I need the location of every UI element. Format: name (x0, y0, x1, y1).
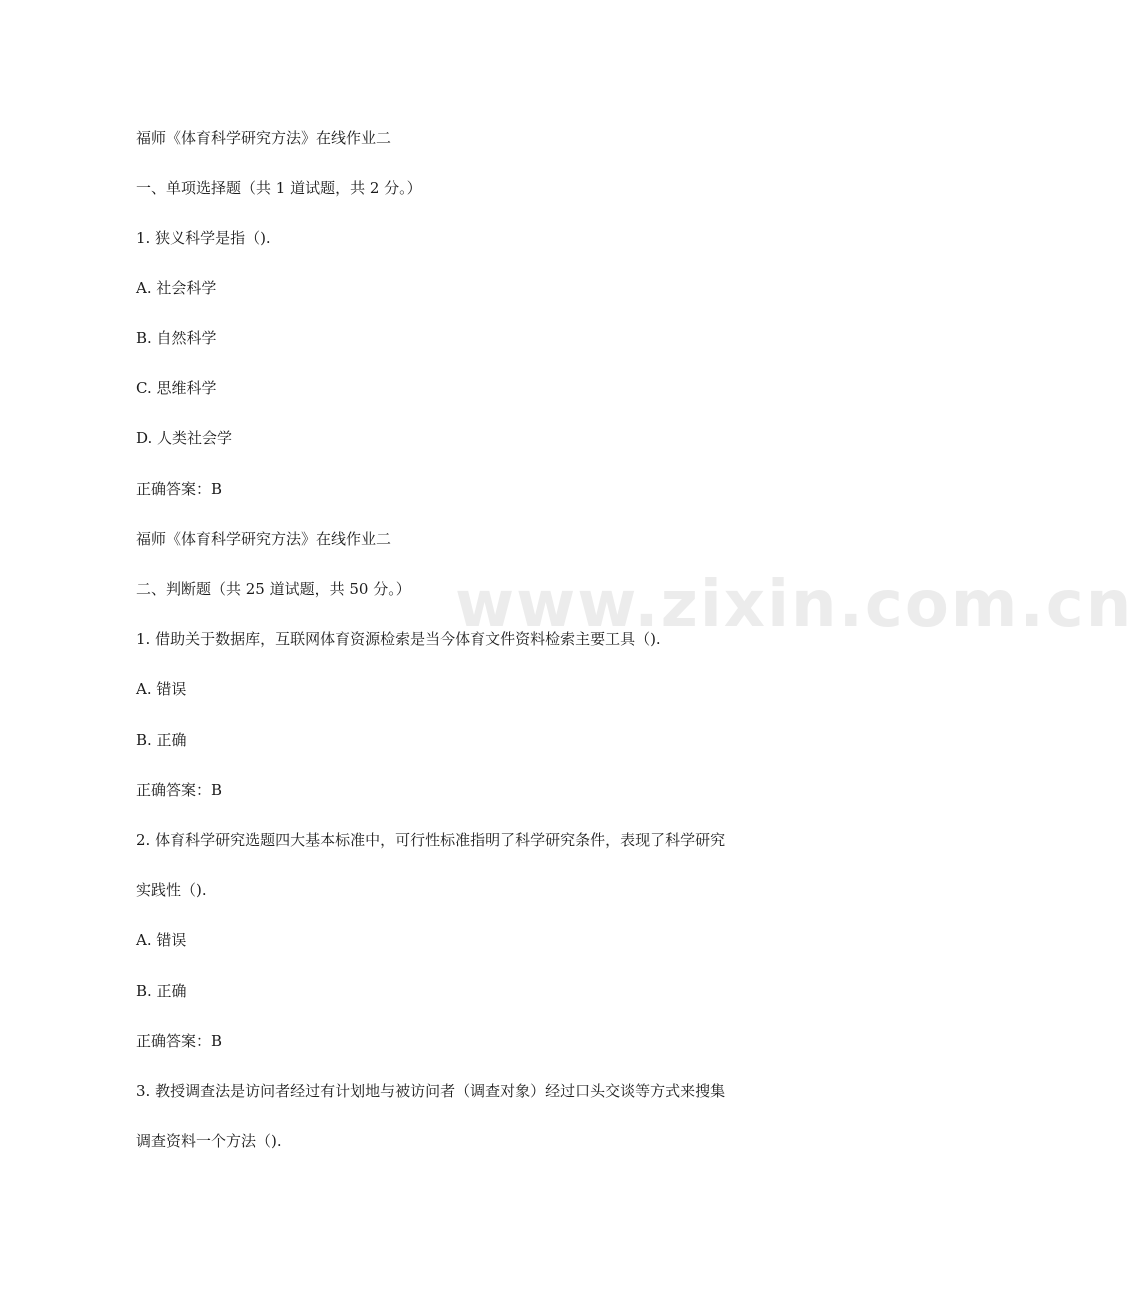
question-text-continued: 实践性（). (136, 881, 207, 899)
correct-answer: 正确答案：B (136, 1032, 223, 1050)
question-text: 1. 狭义科学是指（). (136, 229, 271, 247)
answer-option: B. 正确 (136, 731, 187, 749)
answer-option: A. 错误 (136, 680, 187, 698)
question-text-continued: 调查资料一个方法（). (136, 1132, 282, 1150)
answer-option: A. 社会科学 (136, 279, 217, 297)
answer-option: B. 自然科学 (136, 329, 217, 347)
correct-answer: 正确答案：B (136, 781, 223, 799)
question-text: 3. 教授调查法是访问者经过有计划地与被访问者（调查对象）经过口头交谈等方式来搜集 (136, 1082, 726, 1100)
correct-answer: 正确答案：B (136, 480, 223, 498)
answer-option: A. 错误 (136, 931, 187, 949)
answer-option: D. 人类社会学 (136, 429, 233, 447)
section-heading: 一、单项选择题（共 1 道试题，共 2 分。） (136, 179, 422, 197)
question-text: 2. 体育科学研究选题四大基本标准中，可行性标准指明了科学研究条件，表现了科学研究 (136, 831, 726, 849)
answer-option: C. 思维科学 (136, 379, 217, 397)
watermark: www.zixin.com.cn (455, 568, 1133, 642)
section-heading: 二、判断题（共 25 道试题，共 50 分。） (136, 580, 411, 598)
document-title: 福师《体育科学研究方法》在线作业二 (136, 129, 392, 147)
question-text: 1. 借助关于数据库，互联网体育资源检索是当今体育文件资料检索主要工具（). (136, 630, 661, 648)
document-title: 福师《体育科学研究方法》在线作业二 (136, 530, 392, 548)
answer-option: B. 正确 (136, 982, 187, 1000)
